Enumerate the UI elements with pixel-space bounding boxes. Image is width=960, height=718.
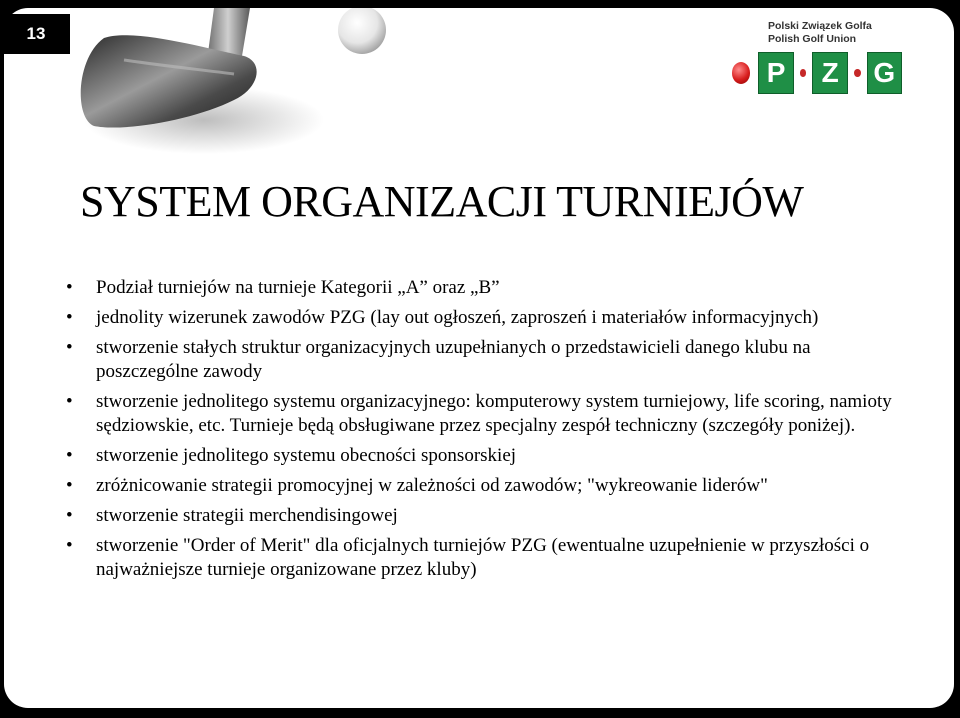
logo-dot-icon [800, 69, 807, 77]
logo-dot-icon [854, 69, 861, 77]
bullet-item: • Podział turniejów na turnieje Kategorii „A” oraz „B” [66, 276, 906, 300]
bullet-item: • stworzenie jednolitego systemu obecności sponsorskiej [66, 444, 906, 468]
bullet-item: • jednolity wizerunek zawodów PZG (lay out ogłoszeń, zaproszeń i materiałów informacyjnych) [66, 306, 906, 330]
bullet-item: • stworzenie "Order of Merit" dla oficjalnych turniejów PZG (ewentualne uzupełnienie w przyszłości o najważniejsze turnieje organizowane przez kluby) [66, 534, 906, 582]
logo-mark [732, 52, 902, 94]
bullet-list [66, 276, 906, 588]
golf-ball-icon [338, 8, 386, 54]
pzg-logo [732, 20, 902, 94]
logo-letter-z: Z [812, 52, 847, 94]
bullet-item: • stworzenie jednolitego systemu organizacyjnego: komputerowy system turniejowy, life scoring, namioty sędziowskie, etc. Turnieje będą obsługiwane przez specjalny zespół techniczny (szczegóły poniżej). [66, 390, 906, 438]
bullet-item: • zróżnicowanie strategii promocyjnej w zależności od zawodów; "wykreowanie liderów" [66, 474, 906, 498]
logo-letter-g: G [867, 52, 902, 94]
golf-club-and-ball-image [64, 8, 404, 158]
logo-line-polish: Polski Związek Golfa [768, 20, 872, 32]
logo-letter-p: P [758, 52, 793, 94]
logo-line-english: Polish Golf Union [768, 33, 857, 45]
bullet-item: • stworzenie stałych struktur organizacyjnych uzupełnianych o przedstawicieli danego klubu na poszczególne zawody [66, 336, 906, 384]
bullet-item: • stworzenie strategii merchendisingowej [66, 504, 906, 528]
slide-title: SYSTEM ORGANIZACJI TURNIEJÓW [80, 177, 804, 226]
logo-ball-icon [732, 62, 750, 84]
page-number-badge: 13 [2, 14, 70, 54]
slide [4, 8, 954, 708]
